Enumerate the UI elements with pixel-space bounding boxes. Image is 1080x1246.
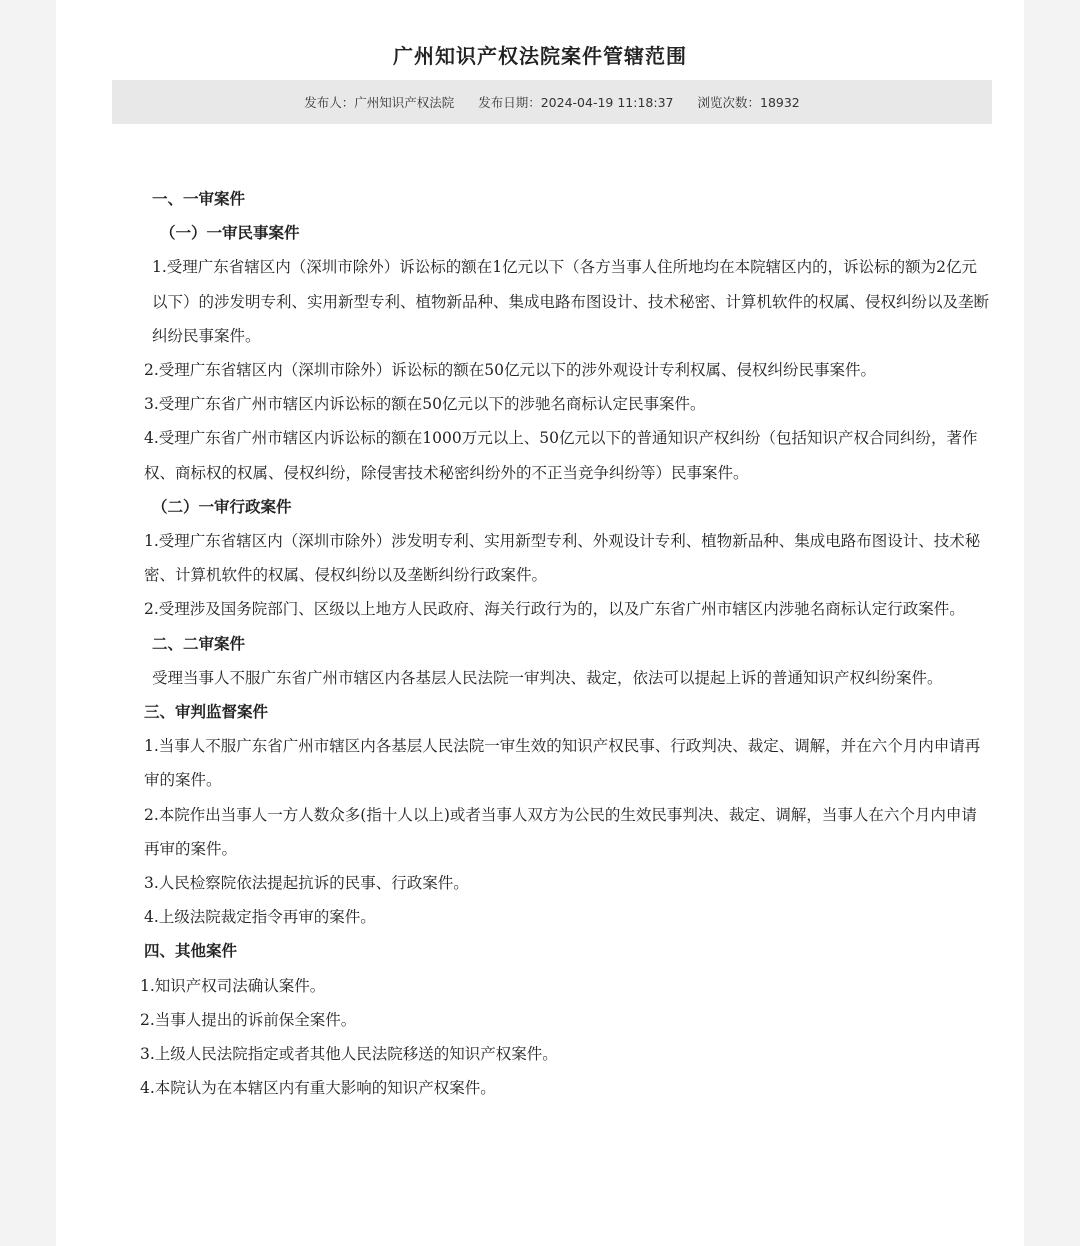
publish-date-text: 发布日期：2024-04-19 11:18:37 [478, 95, 674, 110]
paragraph: 受理当事人不服广东省广州市辖区内各基层人民法院一审判决、裁定，依法可以提起上诉的普通知识产权纠纷案件。 [152, 668, 943, 687]
publisher-text: 发布人：广州知识产权法院 [304, 95, 455, 110]
paragraph: 3.受理广东省广州市辖区内诉讼标的额在50亿元以下的涉驰名商标认定民事案件。 [144, 395, 706, 414]
paragraph: 1.受理广东省辖区内（深圳市除外）诉讼标的额在1亿元以下（各方当事人住所地均在本院辖区内的，诉讼标的额为2亿元以下）的涉发明专利、实用新型专利、植物新品种、集成电路布图设计、技术秘密、计算机软件的权属、侵权纠纷以及垄断纠纷民事案件。 [152, 258, 990, 345]
paragraph: 1.知识产权司法确认案件。 [140, 976, 326, 995]
paragraph: 3.人民检察院依法提起抗诉的民事、行政案件。 [144, 874, 469, 893]
meta-bar [112, 80, 992, 124]
paragraph: 3.上级人民法院指定或者其他人民法院移送的知识产权案件。 [140, 1045, 558, 1064]
paragraph: 2.当事人提出的诉前保全案件。 [140, 1010, 357, 1029]
paragraph: 4.受理广东省广州市辖区内诉讼标的额在1000万元以上、50亿元以下的普通知识产权纠纷（包括知识产权合同纠纷，著作权、商标权的权属、侵权纠纷，除侵害技术秘密纠纷外的不正当竞争纠纷等）民事案件。 [144, 429, 978, 482]
section-heading-first-instance: 一、一审案件 [152, 189, 246, 208]
paragraph: 2.受理涉及国务院部门、区级以上地方人民政府、海关行政行为的，以及广东省广州市辖区内涉驰名商标认定行政案件。 [144, 600, 965, 619]
paragraph: 2.本院作出当事人一方人数众多(指十人以上)或者当事人双方为公民的生效民事判决、裁定、调解，当事人在六个月内申请再审的案件。 [144, 805, 977, 858]
section-heading-supervision: 三、审判监督案件 [144, 702, 269, 722]
page-title: 广州知识产权法院案件管辖范围 [393, 44, 687, 68]
paragraph: 2.受理广东省辖区内（深圳市除外）诉讼标的额在50亿元以下的涉外观设计专利权属、侵权纠纷民事案件。 [144, 361, 877, 380]
subsection-heading-administrative: （二）一审行政案件 [152, 496, 292, 516]
paragraph: 4.上级法院裁定指令再审的案件。 [144, 908, 376, 927]
section-heading-second-instance: 二、二审案件 [152, 633, 246, 653]
document-page [56, 0, 1024, 1246]
subsection-heading-civil: （一）一审民事案件 [160, 223, 300, 243]
paragraph: 1.当事人不服广东省广州市辖区内各基层人民法院一审生效的知识产权民事、行政判决、裁定、调解，并在六个月内申请再审的案件。 [144, 737, 981, 790]
paragraph: 1.受理广东省辖区内（深圳市除外）涉发明专利、实用新型专利、外观设计专利、植物新品种、集成电路布图设计、技术秘密、计算机软件的权属、侵权纠纷以及垄断纠纷行政案件。 [144, 532, 981, 585]
view-count-text: 浏览次数：18932 [697, 95, 800, 110]
article-body [112, 182, 992, 1105]
paragraph: 4.本院认为在本辖区内有重大影响的知识产权案件。 [140, 1079, 496, 1098]
section-heading-other: 四、其他案件 [144, 941, 238, 961]
